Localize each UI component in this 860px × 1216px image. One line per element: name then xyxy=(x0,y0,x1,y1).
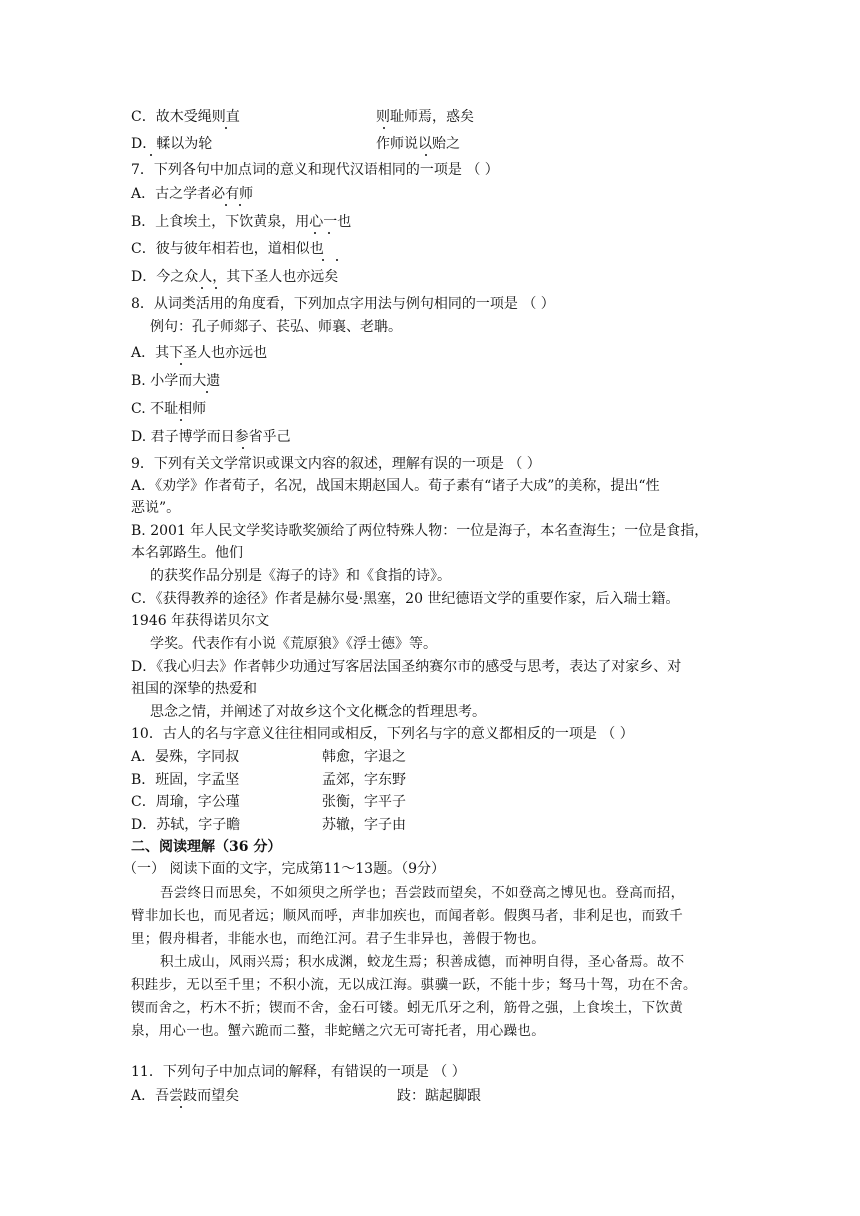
q9-stem: 9．下列有关文学常识或课文内容的叙述，理解有误的一项是 （ ） xyxy=(131,456,541,472)
q10-option-b: B．班固，字孟坚 xyxy=(131,772,240,788)
q8-example: 例句：孔子师郯子、苌弘、师襄、老聃。 xyxy=(150,319,402,335)
q7-option-a: A．古之学者必有师 xyxy=(131,186,254,202)
passage-line: 锲而舍之，朽木不折；锲而不舍，金石可镂。蚓无爪牙之利，筋骨之强，上食埃土，下饮黄 xyxy=(131,1000,683,1016)
q9-option-c-cont: 1946 年获得诺贝尔文 xyxy=(131,613,270,629)
q11-option-a: A．吾尝跂而望矣 xyxy=(131,1088,240,1104)
q10-option-d-right: 苏辙，字子由 xyxy=(322,817,406,833)
q7-option-b: B．上食埃土，下饮黄泉，用心一也 xyxy=(131,214,352,230)
q10-option-c-right: 张衡，字平子 xyxy=(322,794,406,810)
q9-option-c-cont2: 学奖。代表作有小说《荒原狼》《浮士德》等。 xyxy=(150,636,437,652)
passage-line: 吾尝终日而思矣，不如须臾之所学也；吾尝跂而望矣，不如登高之博见也。登高而招， xyxy=(160,885,685,901)
emphasis-dot xyxy=(383,127,385,129)
q10-option-a: A．晏殊，字同叔 xyxy=(131,749,240,765)
q10-stem: 10．古人的名与字意义往往相同或相反，下列名与字的意义都相反的一项是 （ ） xyxy=(131,726,634,742)
q7-stem: 7．下列各句中加点词的意义和现代汉语相同的一项是 （ ） xyxy=(131,162,499,178)
q9-option-b: B. 2001 年人民文学奖诗歌奖颁给了两位特殊人物：一位是海子，本名查海生；一位是食指， xyxy=(131,523,709,539)
q9-option-a: A．《劝学》作者荀子，名况，战国末期赵国人。荀子素有“诸子大成”的美称，提出“性 xyxy=(131,478,660,494)
q8-option-a: A．其下圣人也亦远也 xyxy=(131,345,268,361)
emphasis-dot xyxy=(150,154,152,156)
q8-option-c: C. 不耻相师 xyxy=(131,401,207,417)
emphasis-dot xyxy=(180,1106,182,1108)
q9-option-a-cont: 恶说”。 xyxy=(131,500,181,516)
q10-option-c: C．周瑜，字公瑾 xyxy=(131,794,240,810)
passage-line: 臂非加长也，而见者远；顺风而呼，声非加疾也，而闻者彰。假舆马者，非利足也，而致千 xyxy=(131,908,683,924)
q10-option-d: D．苏轼，字子瞻 xyxy=(131,817,241,833)
q9-option-d: D．《我心归去》作者韩少功通过写客居法国圣纳赛尔市的感受与思考，表达了对家乡、对 xyxy=(131,659,682,675)
passage-line: 积土成山，风雨兴焉；积水成渊，蛟龙生焉；积善成德，而神明自得，圣心备焉。故不 xyxy=(160,954,685,970)
q8-option-b: B. 小学而大遗 xyxy=(131,373,221,389)
emphasis-dot xyxy=(215,287,217,289)
emphasis-dot xyxy=(225,204,227,206)
q10-option-b-right: 孟郊，字东野 xyxy=(322,772,406,788)
passage-line: 积跬步，无以至千里；不积小流，无以成江海。骐骥一跃，不能十步；驽马十驾，功在不舍。 xyxy=(131,977,697,993)
emphasis-dot xyxy=(328,232,330,234)
q8-stem: 8．从词类活用的角度看，下列加点字用法与例句相同的一项是 （ ） xyxy=(131,296,555,312)
q9-option-c: C．《获得教养的途径》作者是赫尔曼·黑塞，20 世纪德语文学的重要作家，后入瑞士籍。 xyxy=(131,591,680,607)
q11-stem: 11．下列句子中加点词的解释，有错误的一项是 （ ） xyxy=(131,1064,466,1080)
passage-line: 泉，用心一也。蟹六跪而二螯，非蛇鳝之穴无可寄托者，用心躁也。 xyxy=(131,1023,545,1039)
emphasis-dot xyxy=(242,447,244,449)
emphasis-dot xyxy=(206,391,208,393)
emphasis-dot xyxy=(425,154,427,156)
q6-option-c: C．故木受绳则直 xyxy=(131,109,240,125)
q9-option-d-cont2: 思念之情，并阐述了对故乡这个文化概念的哲理思考。 xyxy=(150,704,486,720)
q6-option-d-right: 作师说以贻之 xyxy=(376,136,460,152)
q7-option-c: C．彼与彼年相若也，道相似也 xyxy=(131,241,324,257)
q9-option-d-cont: 祖国的深挚的热爱和 xyxy=(131,681,257,697)
emphasis-dot xyxy=(336,259,338,261)
q9-option-b-cont: 本名郭路生。他们 xyxy=(131,545,243,561)
q6-option-d: D．輮以为轮 xyxy=(131,136,213,152)
passage-line: 里；假舟楫者，非能水也，而绝江河。君子生非异也，善假于物也。 xyxy=(131,931,545,947)
emphasis-dot xyxy=(180,363,182,365)
q11-option-a-right: 跂：踮起脚跟 xyxy=(397,1088,481,1104)
q8-option-d: D. 君子博学而日参省乎己 xyxy=(131,429,291,445)
emphasis-dot xyxy=(322,259,324,261)
q9-option-b-cont2: 的获奖作品分别是《海子的诗》和《食指的诗》。 xyxy=(150,568,451,584)
q7-option-d: D．今之众人，其下圣人也亦远矣 xyxy=(131,269,339,285)
emphasis-dot xyxy=(225,127,227,129)
emphasis-dot xyxy=(180,419,182,421)
passage-intro: （一） 阅读下面的文字，完成第11～13题。（9分） xyxy=(123,861,445,877)
emphasis-dot xyxy=(239,204,241,206)
q6-option-c-right: 则耻师焉，惑矣 xyxy=(376,109,474,125)
section-heading: 二、阅读理解（36 分） xyxy=(131,839,282,855)
emphasis-dot xyxy=(201,287,203,289)
emphasis-dot xyxy=(314,232,316,234)
q10-option-a-right: 韩愈，字退之 xyxy=(322,749,406,765)
